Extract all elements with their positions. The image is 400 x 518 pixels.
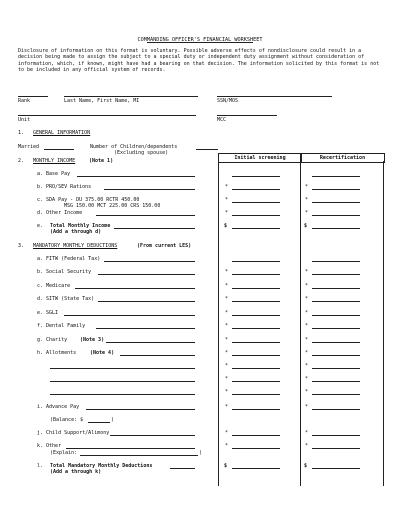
- sitw-recert-star: *: [305, 296, 309, 302]
- child-support-label: j. Child Support/Alimony: [37, 430, 110, 436]
- allotments-recert-field-4[interactable]: [312, 394, 360, 395]
- advance-pay-initial-star: *: [225, 404, 229, 410]
- sgli-label-line: [64, 315, 195, 316]
- pro-sev-initial-field[interactable]: [232, 189, 280, 190]
- advance-pay-balance-field[interactable]: [88, 422, 110, 423]
- other-deduction-recert-star: *: [305, 443, 309, 449]
- medicare-label: c. Medicare: [37, 283, 71, 289]
- total-deductions-recert-dollar: $: [304, 463, 308, 469]
- total-income-label-line: [114, 228, 195, 229]
- disclosure-paragraph: Disclosure of information on this format is voluntary. Possible adverse effects of nondisclosure could result in a decision being made to assign the subject to a special duty or independent duty assignment without consideration of information, which, if known, might have had a bearing on that decision. The information solicited by this format is not to be included in any official system of records.: [18, 48, 380, 73]
- recertification-header: Recertification: [300, 153, 385, 163]
- mcc-field[interactable]: [217, 115, 277, 116]
- sda-pay-recert-star: *: [305, 197, 309, 203]
- allotments-recert-field-2[interactable]: [312, 368, 360, 369]
- sitw-label: d. SITW (State Tax): [37, 296, 95, 302]
- allotments-initial-star-1: *: [225, 350, 229, 356]
- other-deduction-recert-field[interactable]: [312, 448, 360, 449]
- name-label: Last Name, First Name, MI: [64, 98, 140, 104]
- sgli-initial-star: *: [225, 310, 229, 316]
- other-income-label-line: [96, 215, 195, 216]
- sgli-recert-field[interactable]: [312, 315, 360, 316]
- pro-sev-recert-star: *: [305, 184, 309, 190]
- total-deductions-initial-field[interactable]: [232, 468, 280, 469]
- sitw-label-line: [98, 301, 195, 302]
- other-explain-label: (Explain:: [50, 450, 78, 456]
- allotments-recert-star-1: *: [305, 350, 309, 356]
- total-deductions-sub: (Add a through k): [50, 469, 102, 475]
- advance-pay-initial-field[interactable]: [232, 409, 280, 410]
- allotments-recert-star-4: *: [305, 389, 309, 395]
- other-income-recert-field[interactable]: [312, 215, 360, 216]
- ssn-label: SSN/MOS: [217, 98, 239, 104]
- section2-heading: MONTHLY INCOME: [33, 158, 76, 164]
- charity-note: (Note 3): [80, 337, 105, 343]
- unit-label: Unit: [18, 117, 31, 123]
- child-support-label-line: [110, 435, 195, 436]
- rank-label: Rank: [18, 98, 31, 104]
- dental-label-line: [96, 328, 195, 329]
- dental-initial-star: *: [225, 323, 229, 329]
- title-underline: [147, 42, 253, 43]
- married-label: Married: [18, 144, 40, 150]
- allotments-recert-star-2: *: [305, 363, 309, 369]
- pro-sev-initial-star: *: [225, 184, 229, 190]
- other-income-recert-star: *: [305, 210, 309, 216]
- allotments-recert-field-1[interactable]: [312, 355, 360, 356]
- total-deductions-label: Total Mandatory Monthly Deductions: [50, 463, 153, 469]
- sda-pay-initial-star: *: [225, 197, 229, 203]
- other-income-initial-star: *: [225, 210, 229, 216]
- base-pay-initial-field[interactable]: [232, 176, 280, 177]
- section3-heading: MANDATORY MONTHLY DEDUCTIONS: [33, 243, 118, 249]
- total-income-recert-dollar: $: [304, 223, 308, 229]
- allotments-recert-field-3[interactable]: [312, 381, 360, 382]
- other-income-initial-field[interactable]: [232, 215, 280, 216]
- advance-pay-label: i. Advance Pay: [37, 404, 80, 410]
- allotments-initial-star-3: *: [225, 376, 229, 382]
- allotments-note: (Note 4): [90, 350, 115, 356]
- charity-recert-field[interactable]: [312, 342, 360, 343]
- allotments-line-3[interactable]: [50, 381, 195, 382]
- base-pay-label: a. Base Pay: [37, 171, 71, 177]
- total-income-sub: (Add a through d): [50, 229, 102, 235]
- total-income-label: Total Monthly Income: [50, 223, 111, 229]
- allotments-initial-field-3[interactable]: [232, 381, 280, 382]
- base-pay-recert-field[interactable]: [312, 176, 360, 177]
- children-field[interactable]: [196, 149, 218, 150]
- pro-sev-label: b. PRO/SEV Rations: [37, 184, 92, 190]
- social-security-initial-star: *: [225, 269, 229, 275]
- total-income-initial-field[interactable]: [232, 228, 280, 229]
- initial-screening-header: Initial screening: [218, 153, 302, 163]
- medicare-label-line: [75, 288, 195, 289]
- advance-pay-balance-label: (Balance: $: [50, 417, 84, 423]
- advance-pay-recert-star: *: [305, 404, 309, 410]
- excluding-spouse-note: (Excluding spouse): [114, 150, 169, 156]
- allotments-label: h. Allotments: [37, 350, 77, 356]
- section3-note: (From current LES): [137, 243, 192, 249]
- dental-recert-field[interactable]: [312, 328, 360, 329]
- column-divider-left: [218, 161, 219, 486]
- allotments-line-4[interactable]: [50, 394, 195, 395]
- advance-pay-recert-field[interactable]: [312, 409, 360, 410]
- dental-recert-star: *: [305, 323, 309, 329]
- child-support-recert-field[interactable]: [312, 435, 360, 436]
- total-income-initial-dollar: $: [224, 223, 228, 229]
- column-divider-middle: [300, 161, 301, 486]
- dental-initial-field[interactable]: [232, 328, 280, 329]
- charity-label-line: [106, 342, 195, 343]
- social-security-label-line: [98, 274, 195, 275]
- social-security-recert-field[interactable]: [312, 274, 360, 275]
- total-income-recert-field[interactable]: [312, 228, 360, 229]
- total-deductions-label-line: [170, 468, 195, 469]
- married-field[interactable]: [44, 149, 74, 150]
- name-field[interactable]: [64, 96, 198, 97]
- sgli-initial-field[interactable]: [232, 315, 280, 316]
- section1-heading: GENERAL INFORMATION: [33, 130, 91, 136]
- allotments-initial-field-1[interactable]: [232, 355, 280, 356]
- pro-sev-recert-field[interactable]: [312, 189, 360, 190]
- fitw-recert-field[interactable]: [312, 261, 360, 262]
- section3-num: 3.: [18, 243, 25, 249]
- mcc-label: MCC: [217, 117, 227, 123]
- allotments-initial-field-4[interactable]: [232, 394, 280, 395]
- allotments-label-line: [120, 355, 195, 356]
- sda-pay-label-cont: MSG 150.00 MCT 225.00 CRS 150.00: [64, 203, 161, 209]
- medicare-initial-star: *: [225, 283, 229, 289]
- advance-pay-label-line: [86, 409, 195, 410]
- allotments-initial-field-2[interactable]: [232, 368, 280, 369]
- fitw-initial-field[interactable]: [232, 261, 280, 262]
- medicare-recert-field[interactable]: [312, 288, 360, 289]
- allotments-recert-star-3: *: [305, 376, 309, 382]
- child-support-initial-field[interactable]: [232, 435, 280, 436]
- allotments-initial-star-2: *: [225, 363, 229, 369]
- charity-label: g. Charity: [37, 337, 68, 343]
- sitw-initial-star: *: [225, 296, 229, 302]
- section2-num: 2.: [18, 158, 25, 164]
- charity-initial-field[interactable]: [232, 342, 280, 343]
- unit-field[interactable]: [18, 115, 196, 116]
- total-deductions-initial-dollar: $: [224, 463, 228, 469]
- allotments-line-2[interactable]: [50, 368, 195, 369]
- form-title: COMMANDING OFFICER'S FINANCIAL WORKSHEET: [137, 37, 263, 43]
- other-explain-field[interactable]: [80, 455, 198, 456]
- total-income-letter: e.: [37, 223, 44, 229]
- fitw-label-line: [104, 261, 195, 262]
- section2-note: (Note 1): [89, 158, 114, 164]
- section1-num: 1.: [18, 130, 25, 136]
- base-pay-label-line: [77, 176, 195, 177]
- social-security-label: b. Social Security: [37, 269, 92, 275]
- charity-recert-star: *: [305, 337, 309, 343]
- dental-label: f. Dental Family: [37, 323, 86, 329]
- sitw-recert-field[interactable]: [312, 301, 360, 302]
- sda-pay-recert-field[interactable]: [312, 202, 360, 203]
- medicare-initial-field[interactable]: [232, 288, 280, 289]
- other-deduction-label-line: [66, 448, 195, 449]
- social-security-initial-field[interactable]: [232, 274, 280, 275]
- sda-pay-initial-field[interactable]: [232, 202, 280, 203]
- rank-field[interactable]: [18, 96, 48, 97]
- child-support-initial-star: *: [225, 430, 229, 436]
- social-security-recert-star: *: [305, 269, 309, 275]
- total-deductions-letter: l.: [37, 463, 44, 469]
- other-deduction-initial-field[interactable]: [232, 448, 280, 449]
- other-deduction-initial-star: *: [225, 443, 229, 449]
- sgli-recert-star: *: [305, 310, 309, 316]
- other-explain-close: ): [199, 450, 203, 456]
- advance-pay-balance-close: ): [111, 417, 115, 423]
- other-income-label: d. Other Income: [37, 210, 83, 216]
- sitw-initial-field[interactable]: [232, 301, 280, 302]
- sgli-label: e. SGLI: [37, 310, 59, 316]
- column-divider-right: [383, 161, 384, 486]
- fitw-label: a. FITW (Federal Tax): [37, 256, 101, 262]
- ssn-field[interactable]: [217, 96, 332, 97]
- charity-initial-star: *: [225, 337, 229, 343]
- total-deductions-recert-field[interactable]: [312, 468, 360, 469]
- allotments-initial-star-4: *: [225, 389, 229, 395]
- child-support-recert-star: *: [305, 430, 309, 436]
- sda-pay-label: c. SDA Pay - DU 375.00 RCTR 450.00: [37, 197, 140, 203]
- children-label: Number of Children/dependents: [90, 144, 178, 150]
- pro-sev-label-line: [104, 189, 195, 190]
- medicare-recert-star: *: [305, 283, 309, 289]
- other-deduction-label: k. Other: [37, 443, 62, 449]
